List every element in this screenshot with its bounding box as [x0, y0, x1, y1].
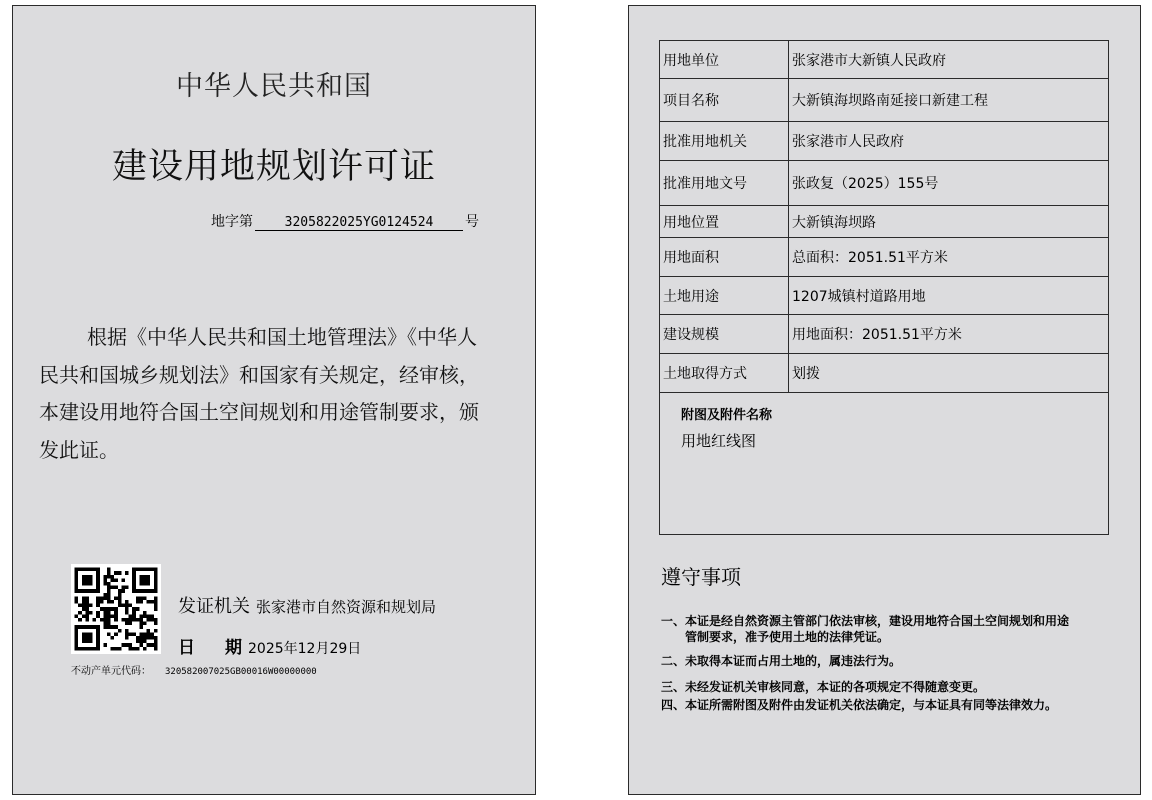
- row-value: 用地面积：2051.51平方米: [789, 315, 1109, 354]
- country-name: 中华人民共和国: [176, 71, 372, 102]
- item-number: 一、: [661, 614, 686, 628]
- row-label: 用地单位: [660, 41, 789, 79]
- row-label: 批准用地文号: [660, 161, 789, 206]
- row-label: 土地取得方式: [660, 354, 789, 393]
- certificate-body-text: 根据《中华人民共和国土地管理法》《中华人民共和国城乡规划法》和国家有关规定，经审核，本建设用地符合国土空间规划和用途管制要求，颁发此证。: [39, 325, 479, 462]
- date-line: [178, 633, 361, 658]
- table-row: [660, 206, 1109, 238]
- row-value: 大新镇海坝路南延接口新建工程: [789, 79, 1109, 122]
- row-label: 用地位置: [660, 206, 789, 238]
- list-item: [661, 697, 1081, 713]
- date-label: 日期: [178, 638, 272, 658]
- row-value: 张政复（2025）155号: [789, 161, 1109, 206]
- item-text: 本证所需附图及附件由发证机关依法确定，与本证具有同等法律效力。: [685, 698, 1058, 712]
- item-number: 二、: [661, 654, 686, 668]
- row-value: 张家港市大新镇人民政府: [789, 41, 1109, 79]
- row-value: 总面积：2051.51平方米: [789, 238, 1109, 277]
- table-row: [660, 79, 1109, 122]
- annex-box: [659, 392, 1109, 535]
- row-label: 项目名称: [660, 79, 789, 122]
- item-number: 三、: [661, 680, 686, 694]
- row-value: 大新镇海坝路: [789, 206, 1109, 238]
- item-text: 本证是经自然资源主管部门依法审核，建设用地符合国土空间规划和用途管制要求，准予使用土地的法律凭证。: [685, 614, 1070, 644]
- table-row: [660, 238, 1109, 277]
- table-row: [660, 315, 1109, 354]
- issuer-label: 发证机关: [178, 596, 250, 617]
- annex-title: 附图及附件名称: [681, 408, 773, 423]
- row-label: 用地面积: [660, 238, 789, 277]
- row-value: 1207城镇村道路用地: [789, 277, 1109, 315]
- qr-code-icon: [71, 564, 161, 654]
- issue-date: 2025年12月29日: [248, 641, 362, 657]
- realty-code-label: 不动产单元代码：: [71, 666, 151, 677]
- issuer-line: [178, 592, 436, 618]
- annex-value: 用地红线图: [681, 432, 757, 450]
- row-value: 张家港市人民政府: [789, 122, 1109, 161]
- list-item: [661, 653, 1081, 669]
- table-row: [660, 41, 1109, 79]
- certificate-title: 建设用地规划许可证: [111, 147, 436, 187]
- realty-unit-code-line: [71, 662, 317, 677]
- list-item: [661, 613, 1081, 645]
- certificate-back-page: [628, 5, 1141, 795]
- item-number: 四、: [661, 698, 686, 712]
- list-item: [661, 679, 1081, 695]
- realty-code-value: 320582007025GB00016W00000000: [165, 667, 317, 677]
- land-info-table: [659, 40, 1109, 393]
- row-label: 批准用地机关: [660, 122, 789, 161]
- row-label: 建设规模: [660, 315, 789, 354]
- item-text: 未取得本证而占用土地的，属违法行为。: [685, 654, 902, 668]
- certificate-front-page: [12, 5, 536, 795]
- row-value: 划拨: [789, 354, 1109, 393]
- certificate-number: 3205822025YG0124524: [255, 215, 463, 231]
- number-suffix: 号: [465, 214, 479, 230]
- item-text: 未经发证机关审核同意，本证的各项规定不得随意变更。: [685, 680, 986, 694]
- table-row: [660, 277, 1109, 315]
- issuer-value: 张家港市自然资源和规划局: [256, 598, 437, 616]
- observe-list: [661, 613, 1081, 713]
- table-row: [660, 122, 1109, 161]
- table-row: [660, 161, 1109, 206]
- observe-title: 遵守事项: [661, 565, 741, 589]
- certificate-number-line: [211, 211, 479, 231]
- row-label: 土地用途: [660, 277, 789, 315]
- table-row: [660, 354, 1109, 393]
- number-prefix: 地字第: [211, 214, 253, 230]
